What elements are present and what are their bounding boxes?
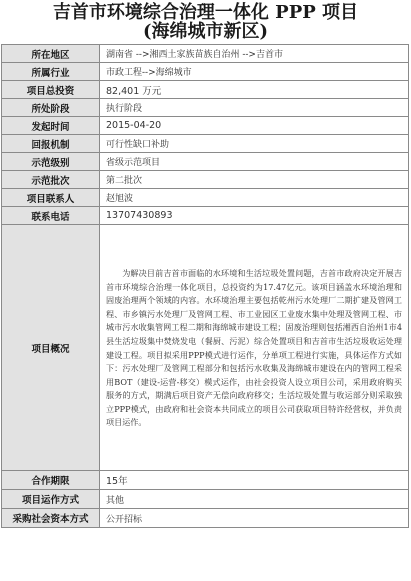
industry-label: 所属行业 — [2, 63, 100, 81]
row-industry — [2, 63, 409, 81]
overview-text: 为解决目前吉首市面临的水环境和生活垃圾处置问题，吉首市政府决定开展吉首市环境综合治理一体化项目，总投资约为17.47亿元。该项目涵盖水环境治理和固废治理两个领域的内容。水环境治理主要包括乾州污水处理厂二期扩建及管网工程、市乡镇污水处理厂及管网工程、市工业园区工业废水集中处理及管网工程、市城市污水收集管网工程二期和海绵城市建设工程；固废治理则包括湘西自治州1市4县生活垃圾集中焚烧发电（餐厨、污泥）综合处置项目和吉首市生活垃圾收运处理建设工程。项目拟采用PPP模式进行运作，分单项工程进行实施，具体运作方式如下：污水处理厂及管网工程部分和包括污水收集及海绵城市建设在内的管网工程采用BOT（建设-运营-移交）模式运作，由社会投资人设立项目公司，采用政府购买服务的方式，期满后项目资产无偿向政府移交；生活垃圾处置与收运部分则采取独立PPP模式，由政府和社会资本共同成立的项目公司获取项目特许经营权，并负责项目运作。 — [100, 225, 409, 471]
procurement-method-label: 采购社会资本方式 — [2, 509, 100, 528]
region-label: 所在地区 — [2, 45, 100, 63]
phone-value: 13707430893 — [100, 207, 409, 225]
stage-label: 所处阶段 — [2, 99, 100, 117]
contact-value: 赵旭波 — [100, 189, 409, 207]
return-mechanism-value: 可行性缺口补助 — [100, 135, 409, 153]
row-procurement-method — [2, 509, 409, 528]
procurement-method-value: 公开招标 — [100, 509, 409, 528]
row-overview — [2, 225, 409, 471]
row-cooperation-period — [2, 471, 409, 490]
row-operation-mode — [2, 490, 409, 509]
row-phone — [2, 207, 409, 225]
row-contact — [2, 189, 409, 207]
start-date-label: 发起时间 — [2, 117, 100, 135]
row-demo-batch — [2, 171, 409, 189]
operation-mode-label: 项目运作方式 — [2, 490, 100, 509]
region-value: 湖南省 -->湘西土家族苗族自治州 -->吉首市 — [100, 45, 409, 63]
contact-label: 项目联系人 — [2, 189, 100, 207]
total-investment-value: 82,401 万元 — [100, 81, 409, 99]
operation-mode-value: 其他 — [100, 490, 409, 509]
title-line-1: 吉首市环境综合治理一体化 PPP 项目 — [52, 2, 359, 23]
row-demo-level — [2, 153, 409, 171]
stage-value: 执行阶段 — [100, 99, 409, 117]
cooperation-period-value: 15年 — [100, 471, 409, 490]
return-mechanism-label: 回报机制 — [2, 135, 100, 153]
total-investment-label: 项目总投资 — [2, 81, 100, 99]
row-return-mechanism — [2, 135, 409, 153]
project-info-table — [1, 44, 409, 528]
demo-batch-value: 第二批次 — [100, 171, 409, 189]
demo-batch-label: 示范批次 — [2, 171, 100, 189]
row-total-investment — [2, 81, 409, 99]
industry-value: 市政工程-->海绵城市 — [100, 63, 409, 81]
overview-label: 项目概况 — [2, 225, 100, 471]
title-line-2: (海绵城市新区) — [142, 21, 269, 42]
demo-level-value: 省级示范项目 — [100, 153, 409, 171]
phone-label: 联系电话 — [2, 207, 100, 225]
row-region — [2, 45, 409, 63]
start-date-value: 2015-04-20 — [100, 117, 409, 135]
row-start-date — [2, 117, 409, 135]
page-title — [0, 0, 411, 41]
cooperation-period-label: 合作期限 — [2, 471, 100, 490]
row-stage — [2, 99, 409, 117]
demo-level-label: 示范级别 — [2, 153, 100, 171]
